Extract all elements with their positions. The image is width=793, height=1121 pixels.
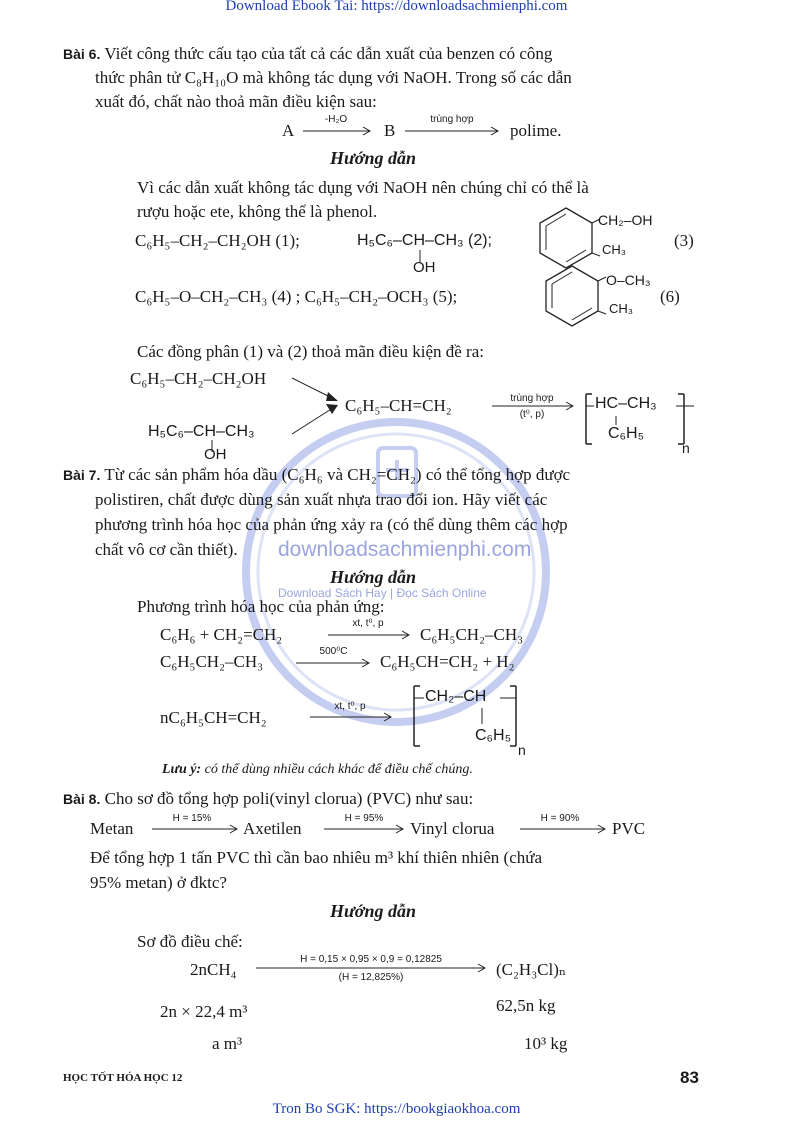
scheme-arrow2-label: trùng hợp — [430, 114, 474, 125]
bai8-step1: Metan — [90, 819, 134, 838]
bai7-heading: Hướng dẫn — [330, 567, 416, 587]
bai8-row1-left: 2n × 22,4 m³ — [160, 1002, 248, 1021]
reaction-styrene: C₆H₅–CH=CH₂ — [345, 396, 452, 415]
bai8-step3: Vinyl clorua — [410, 819, 495, 838]
bai7-line3: phương trình hóa học của phản ứng xảy ra (có thể dùng thêm các hợp — [95, 515, 568, 534]
scheme-arrow1 — [303, 126, 383, 136]
reaction-reactant2-oh: OH — [204, 446, 227, 463]
bai7-note — [162, 762, 473, 778]
bai8-arrow-top: H = 0,15 × 0,95 × 0,9 = 0,12825 — [300, 954, 442, 965]
eq3-left: nC₆H₅CH=CH₂ — [160, 708, 267, 727]
compound-2-oh: OH — [413, 259, 436, 276]
compound-6-bottom: CH₃ — [609, 301, 634, 316]
compound-3-num: (3) — [674, 231, 694, 250]
bai8-text1: Cho sơ đồ tổng hợp poli(vinyl clorua) (PVC) như sau: — [104, 789, 474, 808]
footer-book-title: HỌC TỐT HÓA HỌC 12 — [63, 1072, 183, 1084]
compound-3-bottom: CH₃ — [602, 242, 627, 257]
scheme-arrow1-label: -H₂O — [324, 114, 348, 125]
bai8-line1 — [63, 787, 473, 811]
benzene-ring-icon-2 — [540, 264, 610, 334]
bai6-guide1: Vì các dẫn xuất không tác dụng với NaOH nên chúng chỉ có thể là — [137, 178, 589, 197]
reaction-reactant2: H₅C₆–CH–CH₃ — [148, 423, 255, 440]
eq2-arrow-label: 500⁰C — [319, 646, 348, 657]
bai7-label: Bài 7. — [63, 467, 101, 483]
eq3-polymer-side: C₆H₅ — [475, 727, 512, 744]
bai8-intro: Sơ đồ điều chế: — [137, 932, 243, 951]
eq1-arrow — [328, 630, 418, 640]
bai8-heading: Hướng dẫn — [330, 901, 416, 921]
scheme-arrow2 — [405, 126, 505, 136]
bai6-text1: Viết công thức cấu tạo của tất cả các dẫn xuất của benzen có công — [104, 44, 553, 63]
bai8-step2: Axetilen — [243, 819, 302, 838]
bai8-arrow-bottom: (H = 12,825%) — [338, 972, 404, 983]
scheme-c: polime. — [510, 121, 562, 140]
reaction-reactant1: C₆H₅–CH₂–CH₂OH — [130, 369, 267, 388]
bai7-intro: Phương trình hóa học của phản ứng: — [137, 597, 385, 616]
eq3-arrow-label: xt, t⁰, p — [334, 701, 366, 712]
footer-link[interactable]: Tron Bo SGK: https://bookgiaokhoa.com — [272, 1101, 521, 1117]
eq2-right: C₆H₅CH=CH₂ + H₂ — [380, 652, 515, 671]
eq3-n: n — [518, 742, 526, 758]
bai7-line4: chất vô cơ cần thiết). — [95, 540, 238, 559]
reaction-arrow-top: trùng hợp — [510, 393, 554, 404]
bai7-note-label: Lưu ý: — [162, 762, 202, 777]
compound-6-top: O–CH₃ — [606, 272, 651, 288]
compound-3-top: CH₂–OH — [598, 212, 653, 228]
bai8-reactant: 2nCH₄ — [190, 960, 237, 979]
bai8-question1: Để tổng hợp 1 tấn PVC thì cần bao nhiêu m³ khí thiên nhiên (chứa — [90, 848, 542, 867]
bai7-line1 — [63, 463, 570, 487]
bai8-arrow1 — [152, 824, 242, 834]
bai8-arrow2-label: H = 95% — [344, 813, 384, 824]
scheme-b: B — [384, 121, 396, 140]
polymer-backbone: HC–CH₃ — [595, 395, 657, 412]
bai8-arrow1-label: H = 15% — [172, 813, 212, 824]
bai7-line2: polistiren, chất được dùng sản xuất nhựa trao đổi ion. Hãy viết các — [95, 490, 548, 509]
watermark-site: downloadsachmienphi.com — [278, 538, 532, 561]
bai8-step4: PVC — [612, 819, 646, 838]
bai8-product: (C₂H₃Cl)ₙ — [496, 960, 567, 979]
bai7-text1: Từ các sản phẩm hóa dầu (C₆H₆ và CH₂=CH₂) có thể tổng hợp được — [104, 465, 571, 484]
eq3-polymer-backbone: CH₂–CH — [425, 688, 487, 705]
bai6-line3: xuất đó, chất nào thoả mãn điều kiện sau: — [95, 92, 377, 111]
bai8-arrow2 — [324, 824, 414, 834]
compound-4-5: C₆H₅–O–CH₂–CH₃ (4) ; C₆H₅–CH₂–OCH₃ (5); — [135, 287, 458, 306]
bai6-line2: thức phân tử C₈H₁₀O mà không tác dụng với NaOH. Trong số các dẫn — [95, 68, 572, 87]
polymer-side: C₆H₅ — [608, 425, 645, 442]
compound-1: C₆H₅–CH₂–CH₂OH (1); — [135, 231, 300, 250]
bai6-heading: Hướng dẫn — [330, 148, 416, 168]
eq1-left: C₆H₆ + CH₂=CH₂ — [160, 625, 283, 644]
compound-6-num: (6) — [660, 287, 680, 306]
bai6-line1 — [63, 42, 552, 66]
bai6-label: Bài 6. — [63, 46, 101, 62]
bai8-question2: 95% metan) ở đktc? — [90, 873, 227, 892]
bai6-guide2: rượu hoặc ete, không thể là phenol. — [137, 202, 378, 221]
eq3-arrow — [310, 712, 400, 722]
eq1-arrow-label: xt, t⁰, p — [352, 618, 384, 629]
reaction-arrow-bottom: (t⁰, p) — [519, 409, 545, 420]
bai8-label: Bài 8. — [63, 791, 101, 807]
bai8-row1-right: 62,5n kg — [496, 996, 556, 1015]
scheme-a: A — [282, 121, 295, 140]
eq1-right: C₆H₅CH₂–CH₃ — [420, 625, 524, 644]
bai7-note-text: có thể dùng nhiều cách khác để điều chế chúng. — [204, 762, 473, 777]
watermark-tagline: Download Sách Hay | Đọc Sách Online — [278, 586, 487, 600]
bai6-condition: Các đồng phân (1) và (2) thoả mãn điều kiện đề ra: — [137, 342, 484, 361]
polymer-n: n — [682, 440, 690, 456]
bai8-arrow3 — [520, 824, 610, 834]
page-number: 83 — [680, 1068, 699, 1087]
compound-2: H₅C₆–CH–CH₃ (2); — [357, 232, 492, 249]
eq2-left: C₆H₅CH₂–CH₃ — [160, 652, 264, 671]
bai8-row2-left: a m³ — [212, 1034, 243, 1053]
bai8-arrow3-label: H = 90% — [540, 813, 580, 824]
header-link[interactable]: Download Ebook Tai: https://downloadsachmienphi.com — [225, 0, 568, 14]
eq2-arrow — [296, 658, 381, 668]
bai8-row2-right: 10³ kg — [524, 1034, 568, 1053]
